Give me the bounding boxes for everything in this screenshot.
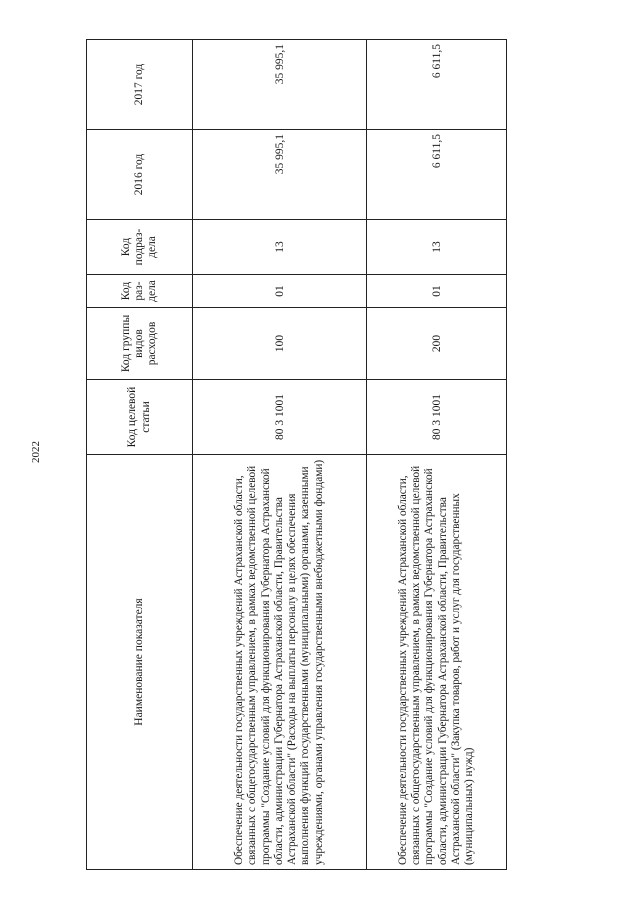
header-target-article: Код целевой статьи (87, 380, 193, 455)
budget-table-container (86, 40, 506, 870)
row-section: 01 (367, 275, 507, 308)
table-row (193, 40, 367, 870)
row-name: Обеспечение деятельности государственных учреждений Астраханской области, связанных с общегосударственным управлением, в рамках ведомственной целевой программы "Создание условий для функционирования Губернатора Астраханской области, администрации Губернатора Астраханской области, Правительства Астраханской области" (Расходы на выплаты персоналу в целях обеспечения выполнения функций государственными (муниципальными) органами, казенными учреждениями, органами управления государственными внебюджетными фондами) (193, 455, 367, 870)
row-target-article: 80 3 1001 (193, 380, 367, 455)
header-name: Наименование показателя (87, 455, 193, 870)
header-year-2016: 2016 год (87, 130, 193, 220)
row-year-2016: 35 995,1 (193, 130, 367, 220)
row-year-2017: 6 611,5 (367, 40, 507, 130)
header-subsection: Код подраз-дела (87, 220, 193, 275)
row-section: 01 (193, 275, 367, 308)
header-year-2017: 2017 год (87, 40, 193, 130)
row-year-2016: 6 611,5 (367, 130, 507, 220)
row-target-article: 80 3 1001 (367, 380, 507, 455)
table-row (367, 40, 507, 870)
header-expense-group: Код группы видов расходов (87, 308, 193, 380)
page-number: 2022 (30, 441, 42, 463)
budget-table (86, 39, 507, 870)
row-name: Обеспечение деятельности государственных учреждений Астраханской области, связанных с общегосударственным управлением, в рамках ведомственной целевой программы "Создание условий для функционирования Губернатора Астраханской области, администрации Губернатора Астраханской области, Правительства Астраханской области" (Закупка товаров, работ и услуг для государственных (муниципальных) нужд) (367, 455, 507, 870)
row-expense-group: 200 (367, 308, 507, 380)
table-header-row (87, 40, 193, 870)
row-subsection: 13 (193, 220, 367, 275)
row-subsection: 13 (367, 220, 507, 275)
header-section: Код раз-дела (87, 275, 193, 308)
row-year-2017: 35 995,1 (193, 40, 367, 130)
row-expense-group: 100 (193, 308, 367, 380)
